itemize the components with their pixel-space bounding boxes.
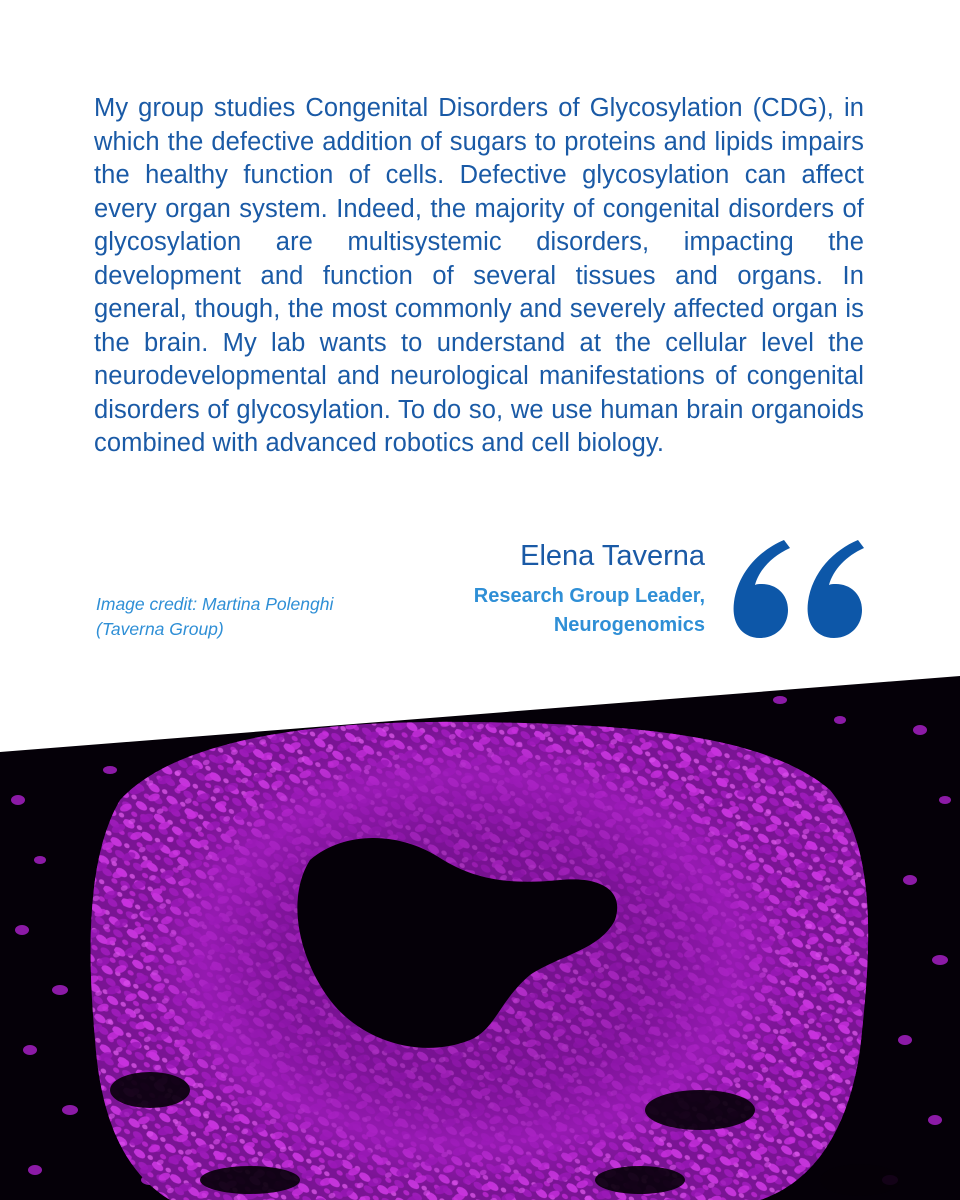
- author-role: [405, 582, 705, 640]
- author-name: Elena Taverna: [520, 540, 705, 572]
- author-role-department: Neurogenomics: [553, 614, 705, 636]
- image-credit: Image credit: Martina Polenghi (Taverna Group): [96, 594, 334, 639]
- author-role-title: Research Group Leader,: [473, 585, 705, 607]
- quote-text: My group studies Congenital Disorders of Glycosylation (CDG), in which the defective addition of sugars to proteins and lipids impairs the healthy function of cells. Defective glycosylation can affect every organ system. Indeed, the majority of congenital disorders of glycosylation are multisystemic disorders, impacting the development and function of several tissues and organs. In general, though, the most commonly and severely affected organ is the brain. My lab wants to understand at the cellular level the neurodevelopmental and neurological manifestations of congenital disorders of glycosylation. To do so, we use human brain organoids combined with advanced robotics and cell biology.: [94, 94, 864, 457]
- opening-double-quote-icon: [730, 536, 870, 641]
